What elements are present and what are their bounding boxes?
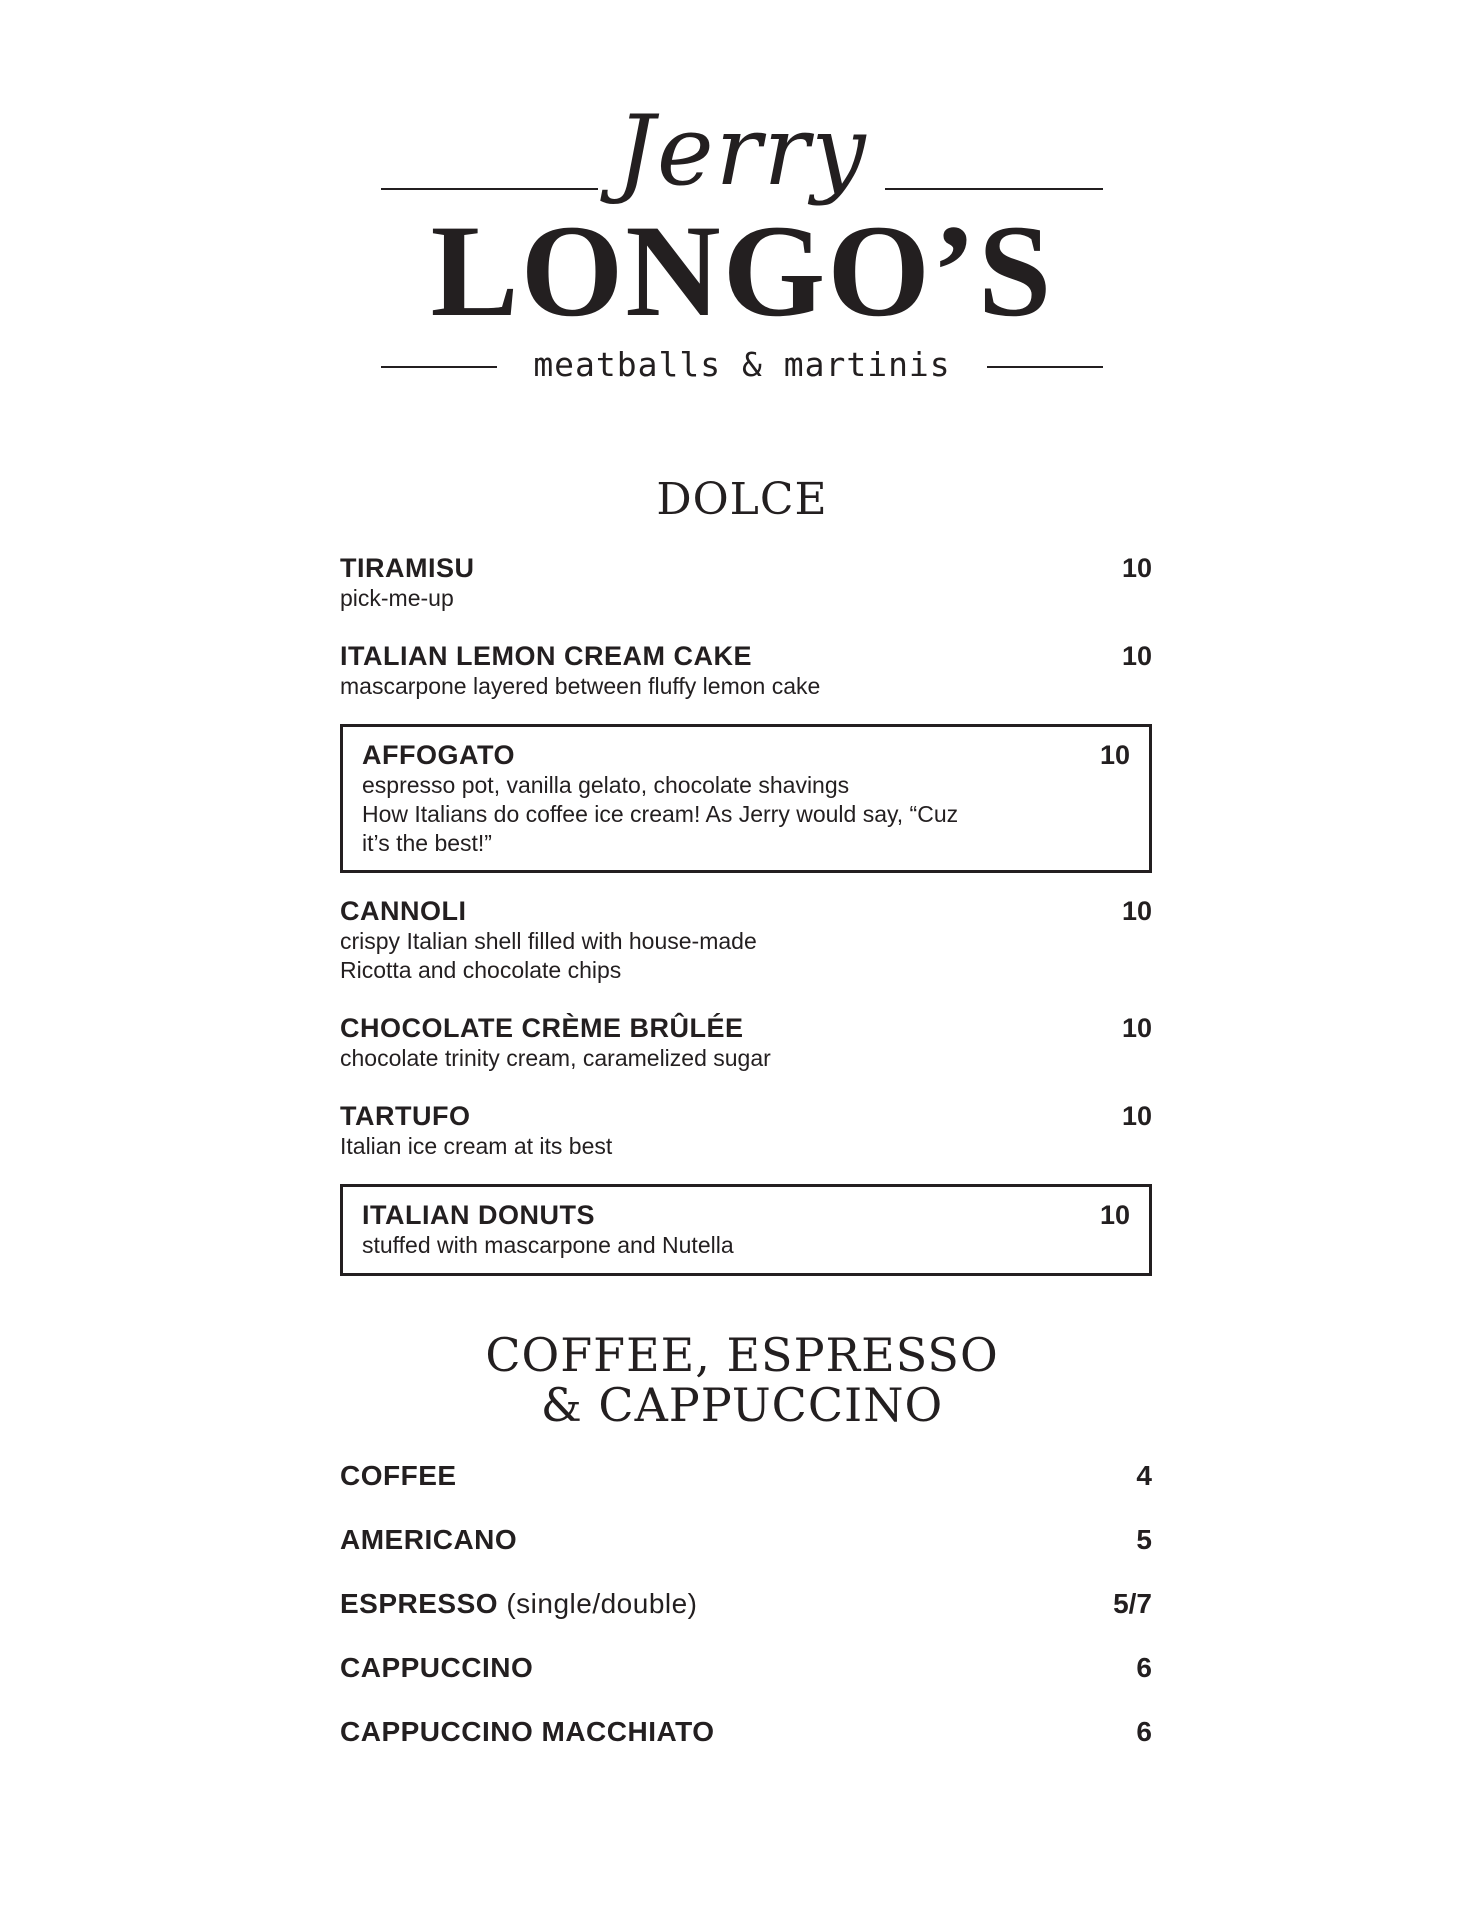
- item-price: 4: [1136, 1460, 1152, 1491]
- item-description-line2: Ricotta and chocolate chips: [340, 957, 622, 983]
- item-price: 10: [1121, 896, 1152, 926]
- item-price: 6: [1136, 1716, 1152, 1747]
- item-price: 10: [1121, 1101, 1152, 1131]
- item-description: stuffed with mascarpone and Nutella: [362, 1232, 734, 1258]
- item-name: CANNOLI: [340, 896, 467, 926]
- item-description: espresso pot, vanilla gelato, chocolate shavings: [362, 772, 850, 798]
- item-name: CHOCOLATE CRÈME BRÛLÉE: [340, 1013, 744, 1043]
- logo-rule-top-left: [381, 188, 598, 190]
- item-description: Italian ice cream at its best: [340, 1133, 613, 1159]
- logo-name: LONGO’S: [430, 197, 1054, 344]
- item-price: 5/7: [1113, 1588, 1152, 1619]
- menu-item-coffee: [340, 1460, 1152, 1492]
- menu-item-cappuccino-macchiato: [340, 1716, 1152, 1748]
- logo-rule-top-right: [885, 188, 1103, 190]
- section-title-dolce: DOLCE: [656, 474, 828, 525]
- item-description: mascarpone layered between fluffy lemon cake: [340, 673, 821, 699]
- section-title-line2: & CAPPUCCINO: [540, 1378, 944, 1432]
- item-name: CAPPUCCINO: [340, 1652, 534, 1683]
- menu-item-creme-brulee: [340, 1012, 1152, 1073]
- item-size-note: (single/double): [498, 1588, 698, 1619]
- item-name: CAPPUCCINO MACCHIATO: [340, 1716, 715, 1747]
- item-name: AFFOGATO: [362, 740, 515, 770]
- menu-item-cappuccino: [340, 1652, 1152, 1684]
- item-description: pick-me-up: [340, 585, 454, 611]
- item-name: ESPRESSO: [340, 1588, 499, 1619]
- item-description: crispy Italian shell filled with house-made: [340, 928, 757, 954]
- restaurant-logo: [376, 96, 1108, 386]
- menu-item-espresso: [340, 1588, 1152, 1620]
- item-price: 5: [1136, 1524, 1152, 1555]
- item-price: 10: [1121, 1013, 1152, 1043]
- item-price: 10: [1121, 553, 1152, 583]
- item-price: 6: [1136, 1652, 1152, 1683]
- item-price: 10: [1099, 740, 1130, 770]
- logo-rule-bottom-right: [987, 366, 1103, 368]
- item-note: How Italians do coffee ice cream! As Jerry would say, “Cuz it’s the best!”: [362, 801, 959, 856]
- menu-item-cannoli: [340, 895, 1152, 985]
- menu-item-affogato: [340, 724, 1152, 873]
- section-title-line1: COFFEE, ESPRESSO: [485, 1328, 999, 1382]
- item-price: 10: [1121, 641, 1152, 671]
- item-name: TARTUFO: [340, 1101, 471, 1131]
- item-name: TIRAMISU: [340, 553, 475, 583]
- menu-item-tiramisu: [340, 552, 1152, 613]
- item-name-row: [340, 1588, 1152, 1620]
- logo-tagline: meatballs & martinis: [533, 345, 951, 384]
- section-title-coffee: [340, 1330, 1144, 1430]
- item-price: 10: [1099, 1200, 1130, 1230]
- menu-item-americano: [340, 1524, 1152, 1556]
- logo-script-text: Jerry: [616, 95, 868, 207]
- item-name: ITALIAN DONUTS: [362, 1200, 595, 1230]
- menu-item-italian-donuts: [340, 1184, 1152, 1276]
- logo-rule-bottom-left: [381, 366, 497, 368]
- item-name: AMERICANO: [340, 1524, 518, 1555]
- item-name: ITALIAN LEMON CREAM CAKE: [340, 641, 752, 671]
- item-name: COFFEE: [340, 1460, 457, 1491]
- menu-item-lemon-cream-cake: [340, 640, 1152, 701]
- item-description: chocolate trinity cream, caramelized sugar: [340, 1045, 771, 1071]
- menu-item-tartufo: [340, 1100, 1152, 1161]
